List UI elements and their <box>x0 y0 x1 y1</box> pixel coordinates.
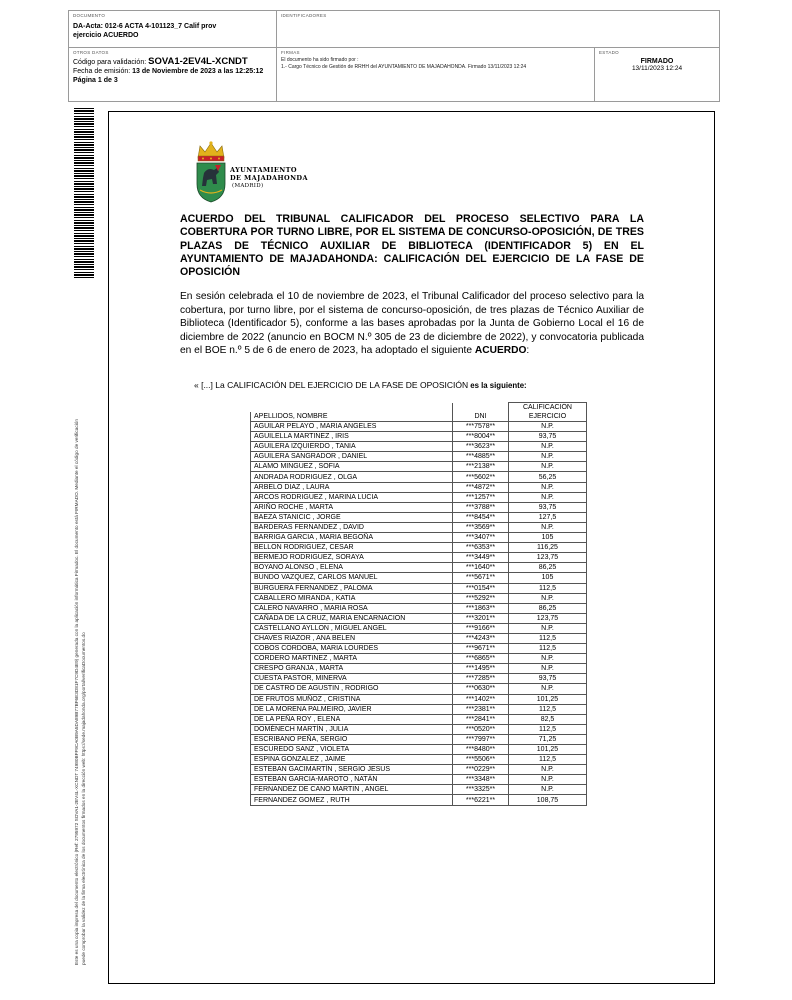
table-row <box>251 533 587 543</box>
otros-datos-label: OTROS DATOS <box>73 50 109 55</box>
cell-dni: ***8004** <box>453 432 509 442</box>
cell-name: ESTEBAN GACIMARTÍN , SERGIO JESUS <box>251 765 453 775</box>
table-row <box>251 765 587 775</box>
cell-name: CHAVES RIAZOR , ANA BELEN <box>251 633 453 643</box>
cell-dni: ***3449** <box>453 553 509 563</box>
cell-calificacion: 112,5 <box>509 644 587 654</box>
quote-suffix: es la siguiente: <box>468 381 527 390</box>
cell-calificacion: N.P. <box>509 422 587 432</box>
table-row <box>251 522 587 532</box>
table-row <box>251 603 587 613</box>
document-title: ACUERDO DEL TRIBUNAL CALIFICADOR DEL PROCESO SELECTIVO PARA LA COBERTURA POR TURNO LIBRE, POR EL SISTEMA DE CONCURSO-OPOSICIÓN, DE TRES PLAZAS DE TÉCNICO AUXILIAR DE BIBLIOTECA (IDENTIFICADOR 5) EN EL AYUNTAMIENTO DE MAJADAHONDA: CALIFICACIÓN DEL EJERCICIO DE LA FASE DE OPOSICIÓN <box>180 213 644 279</box>
table-row <box>251 785 587 795</box>
cell-dni: ***1640** <box>453 563 509 573</box>
cell-name: ESPINA GONZALEZ , JAIME <box>251 755 453 765</box>
table-row <box>251 573 587 583</box>
cell-calificacion: 112,5 <box>509 755 587 765</box>
col-name-header: APELLIDOS, NOMBRE <box>251 412 453 422</box>
table-row <box>251 462 587 472</box>
cell-dni: ***3348** <box>453 775 509 785</box>
cell-name: ALAMO MINGUEZ , SOFIA <box>251 462 453 472</box>
cell-calificacion: 86,25 <box>509 563 587 573</box>
cell-dni: ***3407** <box>453 533 509 543</box>
cell-name: AGUILERA IZQUIERDO , TANIA <box>251 442 453 452</box>
table-header-row <box>251 412 587 422</box>
documento-cell <box>69 11 277 48</box>
cell-dni: ***1257** <box>453 492 509 502</box>
cell-name: AGUILAR PELAYO , MARIA ANGELES <box>251 422 453 432</box>
acuerdo-bold: ACUERDO <box>474 345 527 356</box>
cell-calificacion: N.P. <box>509 492 587 502</box>
cell-dni: ***4243** <box>453 633 509 643</box>
table-row <box>251 734 587 744</box>
table-row <box>251 613 587 623</box>
cell-name: CUESTA PASTOR, MINERVA <box>251 674 453 684</box>
table-row <box>251 583 587 593</box>
cell-calificacion: N.P. <box>509 684 587 694</box>
cell-dni: ***3788** <box>453 502 509 512</box>
cell-name: DE CASTRO DE AGUSTIN , RODRIGO <box>251 684 453 694</box>
cell-calificacion: N.P. <box>509 593 587 603</box>
intro-text: En sesión celebrada el 10 de noviembre de 2023, el Tribunal Calificador del proceso selectivo para la cobertura, por turno libre, por el sistema de concurso-oposición, de tres plazas de Técnico Auxiliar de Biblioteca (Identificador 5), conforme a las bases aprobadas por la Junta de Gobierno Local el 16 de diciembre de 2022 (anuncio en BOCM N.º 305 de 23 de diciembre de 2022), y convocatoria publicada en el BOE n.º 5 de 6 de enero de 2023, ha adoptado el siguiente <box>180 291 644 356</box>
cell-calificacion: 116,25 <box>509 543 587 553</box>
emision-prefix: Fecha de emisión: <box>73 68 131 75</box>
cell-name: ARIÑO ROCHE , MARTA <box>251 502 453 512</box>
logo-line1: AYUNTAMIENTO <box>230 166 297 174</box>
table-row <box>251 654 587 664</box>
table-row <box>251 482 587 492</box>
cell-dni: ***9166** <box>453 623 509 633</box>
cell-name: ARBELO DIAZ , LAURA <box>251 482 453 492</box>
table-row <box>251 553 587 563</box>
identificadores-label: IDENTIFICADORES <box>281 13 327 18</box>
firmas-line2: 1.- Cargo Técnico de Gestión de RRHH del AYUNTAMIENTO DE MAJADAHONDA. Firmado 13/11/2023 12:24 <box>281 64 527 70</box>
table-row <box>251 694 587 704</box>
firmas-cell <box>277 48 595 101</box>
cell-dni: ***4872** <box>453 482 509 492</box>
csv-code: SOVA1-2EV4L-XCNDT <box>148 56 248 67</box>
cell-name: AGUILELLA MARTINEZ , IRIS <box>251 432 453 442</box>
document-metadata-header <box>68 10 720 102</box>
cell-dni: ***7285** <box>453 674 509 684</box>
cell-name: CRESPO GRANJA , MARTA <box>251 664 453 674</box>
cell-calificacion: 112,5 <box>509 583 587 593</box>
cell-name: COBOS CORDOBA, MARIA LOURDES <box>251 644 453 654</box>
cell-calificacion: 56,25 <box>509 472 587 482</box>
table-row <box>251 623 587 633</box>
cell-dni: ***0154** <box>453 583 509 593</box>
cell-name: BARDERAS FERNANDEZ , DAVID <box>251 522 453 532</box>
table-row <box>251 502 587 512</box>
table-row <box>251 492 587 502</box>
side-text-line2: puede comprobar la validez de la firma electrónica de los documentos firmados en la dirección web: https://sede.majadahonda.org/portal/verificaDocumentos.do <box>81 632 86 965</box>
cell-calificacion: N.P. <box>509 664 587 674</box>
table-row <box>251 452 587 462</box>
table-row <box>251 684 587 694</box>
table-row <box>251 563 587 573</box>
cell-name: ARCOS RODRIGUEZ , MARINA LUCIA <box>251 492 453 502</box>
cell-dni: ***6865** <box>453 654 509 664</box>
table-row <box>251 512 587 522</box>
cell-calificacion: 127,5 <box>509 512 587 522</box>
cell-calificacion: 101,25 <box>509 694 587 704</box>
cell-dni: ***0520** <box>453 724 509 734</box>
cell-calificacion: 93,75 <box>509 432 587 442</box>
cell-calificacion: 123,75 <box>509 613 587 623</box>
cell-calificacion: 108,75 <box>509 795 587 805</box>
firmas-line1: El documento ha sido firmado por : <box>281 57 359 63</box>
cell-dni: ***5506** <box>453 755 509 765</box>
cell-dni: ***1863** <box>453 603 509 613</box>
cell-calificacion: 93,75 <box>509 502 587 512</box>
firmas-label: FIRMAS <box>281 50 300 55</box>
cell-calificacion: 112,5 <box>509 704 587 714</box>
table-row <box>251 724 587 734</box>
estado-cell <box>595 48 719 101</box>
cell-name: CORDERO MARTINEZ , MARTA <box>251 654 453 664</box>
cell-name: CABALLERO MIRANDA , KATIA <box>251 593 453 603</box>
cell-dni: ***3325** <box>453 785 509 795</box>
cell-name: BERMEJO RODRIGUEZ, SORAYA <box>251 553 453 563</box>
table-row <box>251 704 587 714</box>
cell-calificacion: N.P. <box>509 442 587 452</box>
cell-name: FERNANDEZ DE CANO MARTIN , ANGEL <box>251 785 453 795</box>
cell-calificacion: 123,75 <box>509 553 587 563</box>
table-row <box>251 745 587 755</box>
cell-calificacion: 93,75 <box>509 674 587 684</box>
cell-name: BARRIGA GARCIA , MARIA BEGOÑA <box>251 533 453 543</box>
cell-name: ANDRADA RODRIGUEZ , OLGA <box>251 472 453 482</box>
estado-label: ESTADO <box>599 50 619 55</box>
table-row <box>251 775 587 785</box>
table-row <box>251 644 587 654</box>
quote-intro <box>194 380 527 391</box>
cell-calificacion: 71,25 <box>509 734 587 744</box>
cell-dni: ***2138** <box>453 462 509 472</box>
logo-line3: (MADRID) <box>232 183 264 189</box>
results-table <box>250 402 587 806</box>
cell-dni: ***1495** <box>453 664 509 674</box>
cell-name: ESCUREDO SANZ , VIOLETA <box>251 745 453 755</box>
table-row <box>251 795 587 805</box>
cell-dni: ***7997** <box>453 734 509 744</box>
col-cal-header-1: CALIFICACIÓN <box>509 403 587 413</box>
cell-dni: ***8454** <box>453 512 509 522</box>
estado-date: 13/11/2023 12:24 <box>631 65 683 72</box>
cell-calificacion: 105 <box>509 573 587 583</box>
col-cal-header-2: EJERCICIO <box>509 412 587 422</box>
table-row <box>251 422 587 432</box>
cell-calificacion: 82,5 <box>509 714 587 724</box>
table-row <box>251 755 587 765</box>
cell-name: AGUILERA SANGRADOR , DANIEL <box>251 452 453 462</box>
cell-dni: ***0229** <box>453 765 509 775</box>
cell-calificacion: N.P. <box>509 775 587 785</box>
cell-calificacion: N.P. <box>509 623 587 633</box>
cell-calificacion: 112,5 <box>509 724 587 734</box>
cell-name: BURGUERA FERNANDEZ , PALOMA <box>251 583 453 593</box>
cell-name: CASTELLANO AYLLON , MIGUEL ANGEL <box>251 623 453 633</box>
cell-dni: ***3201** <box>453 613 509 623</box>
table-row <box>251 432 587 442</box>
table-row <box>251 633 587 643</box>
crown-icon <box>198 141 224 161</box>
cell-name: ESTEBAN GARCIA-MAROTO , NATÁN <box>251 775 453 785</box>
cell-dni: ***1402** <box>453 694 509 704</box>
cell-calificacion: 101,25 <box>509 745 587 755</box>
cell-calificacion: N.P. <box>509 785 587 795</box>
cell-name: BOYANO ALONSO , ELENA <box>251 563 453 573</box>
cell-dni: ***5671** <box>453 573 509 583</box>
cell-calificacion: N.P. <box>509 765 587 775</box>
cell-dni: ***2841** <box>453 714 509 724</box>
cell-name: FERNANDEZ GOMEZ , RUTH <box>251 795 453 805</box>
cell-dni: ***3569** <box>453 522 509 532</box>
cell-name: CAÑADA DE LA CRUZ, MARIA ENCARNACION <box>251 613 453 623</box>
cell-dni: ***0630** <box>453 684 509 694</box>
logo-line2: DE MAJADAHONDA <box>230 174 308 182</box>
cell-dni: ***8480** <box>453 745 509 755</box>
barcode <box>74 108 94 278</box>
identificadores-cell <box>277 11 719 48</box>
cell-dni: ***7578** <box>453 422 509 432</box>
quote-prefix: « [...] La <box>194 380 228 390</box>
cell-dni: ***5602** <box>453 472 509 482</box>
table-row <box>251 472 587 482</box>
cell-dni: ***4885** <box>453 452 509 462</box>
cell-calificacion: N.P. <box>509 482 587 492</box>
cell-name: CALERO NAVARRO , MARIA ROSA <box>251 603 453 613</box>
cell-name: DE LA MORENA PALMEIRO, JAVIER <box>251 704 453 714</box>
cell-dni: ***6221** <box>453 795 509 805</box>
col-dni-header: DNI <box>453 412 509 422</box>
quote-caps: CALIFICACIÓN DEL EJERCICIO DE LA FASE DE OPOSICIÓN <box>227 380 469 390</box>
header-blank <box>251 403 453 413</box>
otros-datos-cell <box>69 48 277 101</box>
shield-icon <box>197 163 225 202</box>
csv-prefix: Código para validación: <box>73 59 147 66</box>
pagina-indicator: Página 1 de 3 <box>73 77 118 84</box>
estado-value: FIRMADO <box>640 58 674 65</box>
table-header-row-top <box>251 403 587 413</box>
cell-calificacion: 105 <box>509 533 587 543</box>
table-row <box>251 714 587 724</box>
cell-name: DE FRUTOS MUÑOZ , CRISTINA <box>251 694 453 704</box>
table-row <box>251 442 587 452</box>
cell-calificacion: N.P. <box>509 462 587 472</box>
intro-paragraph <box>180 290 644 358</box>
coat-of-arms-logo <box>194 140 228 204</box>
table-row <box>251 543 587 553</box>
cell-name: BAEZA STANICIC , JORGE <box>251 512 453 522</box>
documento-text: DA-Acta: 012-6 ACTA 4-101123_7 Calif prov ejercicio ACUERDO <box>73 23 217 39</box>
cell-name: BELLON RODRIGUEZ, CESAR <box>251 543 453 553</box>
cell-calificacion: N.P. <box>509 522 587 532</box>
cell-dni: ***6353** <box>453 543 509 553</box>
cell-dni: ***5292** <box>453 593 509 603</box>
table-row <box>251 674 587 684</box>
cell-name: DOMÉNECH MARTÍN , JULIA <box>251 724 453 734</box>
side-text-line1: Este es una copia impresa del documento electrónico (Ref: 2795972 SOVA1-2EV4L-XCNDT 74980BFF9CA0B9A5DA89B77BF6E3D81F7C9D4E9) generada con la aplicación informática Firmadoc. El documento está FIRMADO. Mediante el código de verificación <box>74 419 79 965</box>
cell-dni: ***3623** <box>453 442 509 452</box>
cell-calificacion: 112,5 <box>509 633 587 643</box>
cell-dni: ***2381** <box>453 704 509 714</box>
verification-side-text <box>73 275 87 965</box>
cell-name: ESCRIBANO PEÑA, SERGIO <box>251 734 453 744</box>
cell-dni: ***9671** <box>453 644 509 654</box>
documento-label: DOCUMENTO <box>73 13 106 18</box>
header-blank <box>453 403 509 413</box>
ayuntamiento-logo-text <box>230 166 308 190</box>
cell-calificacion: 86,25 <box>509 603 587 613</box>
table-row <box>251 593 587 603</box>
intro-tail: : <box>526 345 530 356</box>
cell-calificacion: N.P. <box>509 452 587 462</box>
cell-name: DE LA PEÑA ROY , ELENA <box>251 714 453 724</box>
cell-name: BUNDO VAZQUEZ, CARLOS MANUEL <box>251 573 453 583</box>
emision-value: 13 de Noviembre de 2023 a las 12:25:12 <box>132 68 264 75</box>
table-row <box>251 664 587 674</box>
cell-calificacion: N.P. <box>509 654 587 664</box>
